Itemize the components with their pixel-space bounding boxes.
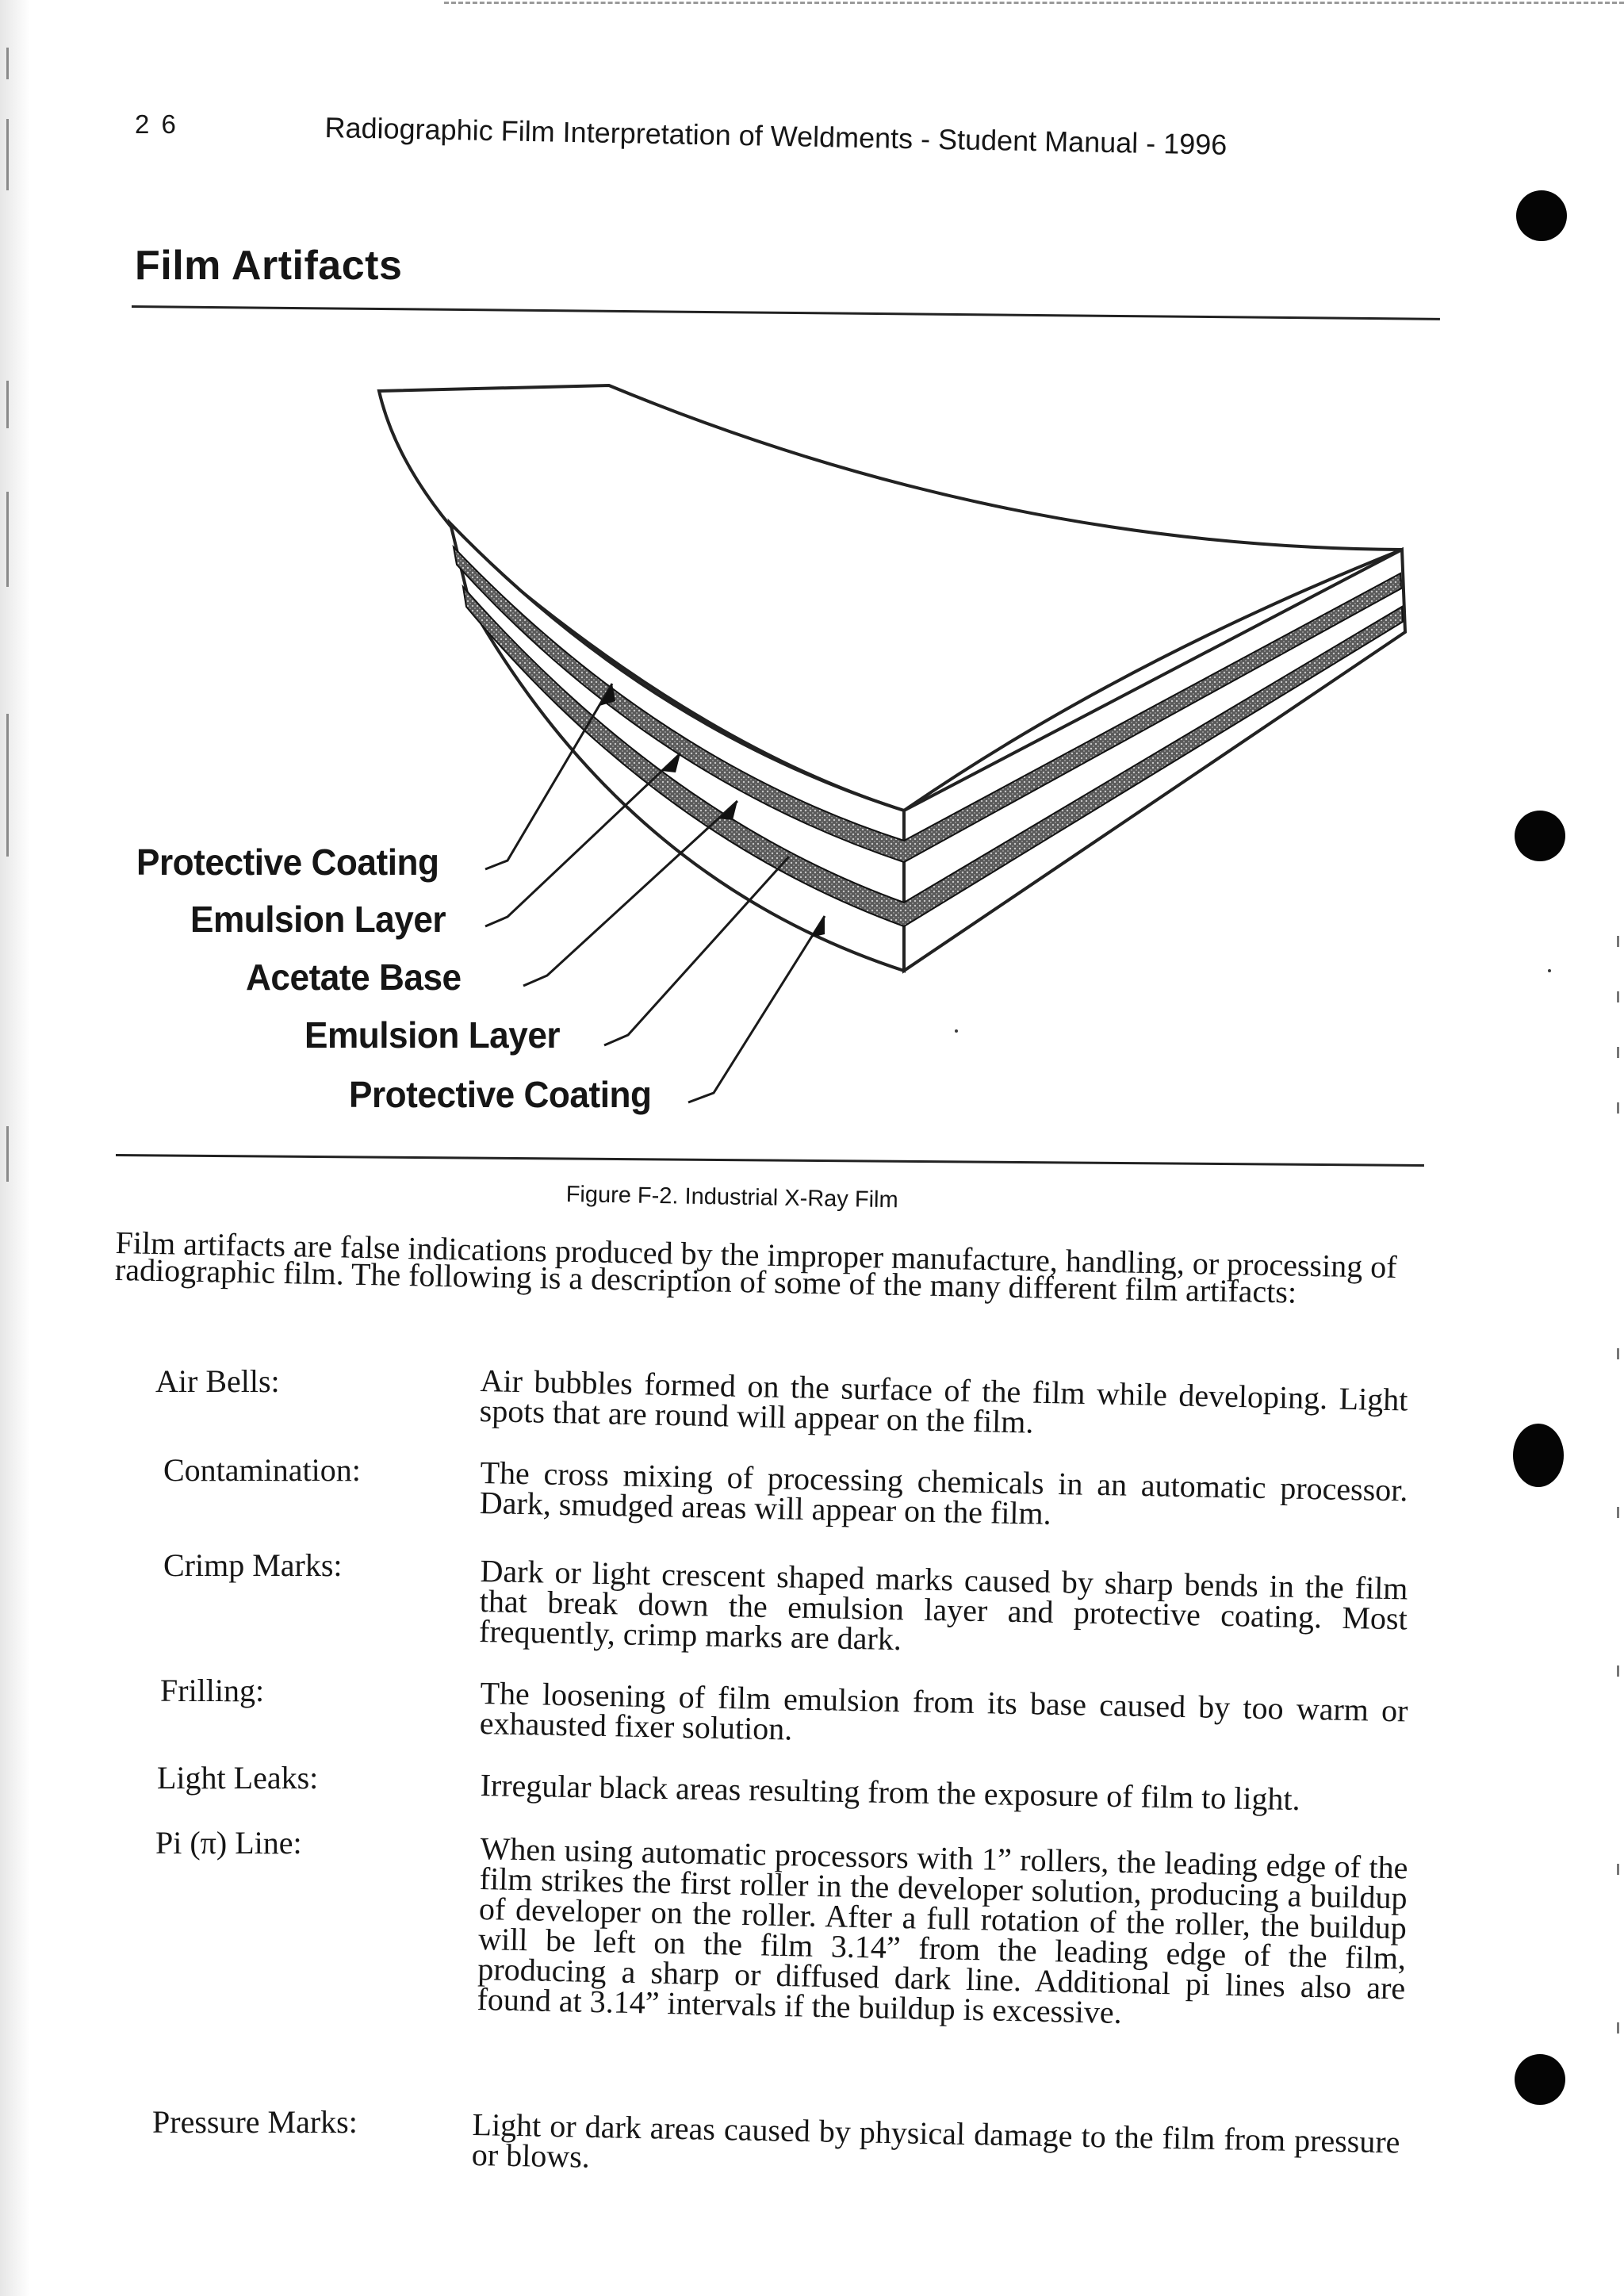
punch-hole — [1515, 2054, 1565, 2105]
artifact-term-pressure-marks: Pressure Marks: — [152, 2104, 358, 2140]
scan-right-tick — [1617, 1507, 1619, 1518]
label-protective-coating-bottom: Protective Coating — [349, 1074, 652, 1115]
label-protective-coating-top: Protective Coating — [136, 841, 439, 883]
label-acetate-base: Acetate Base — [246, 956, 462, 998]
running-head: Radiographic Film Interpretation of Weldments - Student Manual - 1996 — [324, 111, 1228, 161]
artifact-term-light-leaks: Light Leaks: — [157, 1760, 319, 1796]
artifact-def-pressure-marks: Light or dark areas caused by physical damage to the film from pressure or blows. — [471, 2106, 1400, 2175]
artifact-term-air-bells: Air Bells: — [155, 1363, 280, 1399]
artifact-def-light-leaks: Irregular black areas resulting from the exposure of film to light. — [480, 1767, 1301, 1818]
film-top-face — [379, 385, 1402, 811]
artifact-term-contamination: Contamination: — [163, 1452, 361, 1488]
intro-paragraph: Film artifacts are false indications produced by the improper manufacture, handling, or processing of radiographic film. The following is a description of some of the many different film artifacts: — [114, 1225, 1397, 1310]
artifact-def-air-bells: Air bubbles formed on the surface of the film while developing. Light spots that are round will appear on the film. — [479, 1363, 1408, 1440]
artifact-def-crimp-marks: Dark or light crescent shaped marks caused by sharp bends in the film that break down the emulsion layer and protective coating. Most frequently, crimp marks are dark. — [478, 1553, 1408, 1658]
section-title: Film Artifacts — [135, 243, 403, 289]
artifact-term-crimp-marks: Crimp Marks: — [163, 1547, 343, 1583]
figure-caption: Figure F-2. Industrial X-Ray Film — [565, 1182, 898, 1213]
artifact-def-frilling: The loosening of film emulsion from its base caused by too warm or exhausted fixer solution. — [479, 1675, 1408, 1747]
scan-right-tick — [1617, 1348, 1619, 1359]
artifact-def-pi-line: When using automatic processors with 1” rollers, the leading edge of the film strikes the first roller in the developer solution, producing a buildup of developer on the roller. After a full rotation of the roller, the buildup will be left on the film 3.14” from the leading edge of the film, producing a sharp or diffused dark line. Additional pi lines also are found at 3.14” intervals if the buildup is excessive. — [477, 1830, 1408, 2030]
scan-right-tick — [1617, 2022, 1619, 2033]
scan-right-tick — [1617, 1864, 1619, 1875]
scan-right-tick — [1617, 1665, 1619, 1677]
artifact-def-contamination: The cross mixing of processing chemicals in an automatic processor. Dark, smudged areas will appear on the film. — [479, 1455, 1408, 1531]
punch-hole — [1513, 1424, 1564, 1487]
artifact-term-pi-line: Pi (π) Line: — [155, 1825, 302, 1861]
label-emulsion-layer-top: Emulsion Layer — [190, 899, 446, 940]
label-emulsion-layer-bottom: Emulsion Layer — [304, 1014, 561, 1056]
artifact-term-frilling: Frilling: — [160, 1673, 265, 1708]
page-number: 2 6 — [135, 109, 178, 139]
